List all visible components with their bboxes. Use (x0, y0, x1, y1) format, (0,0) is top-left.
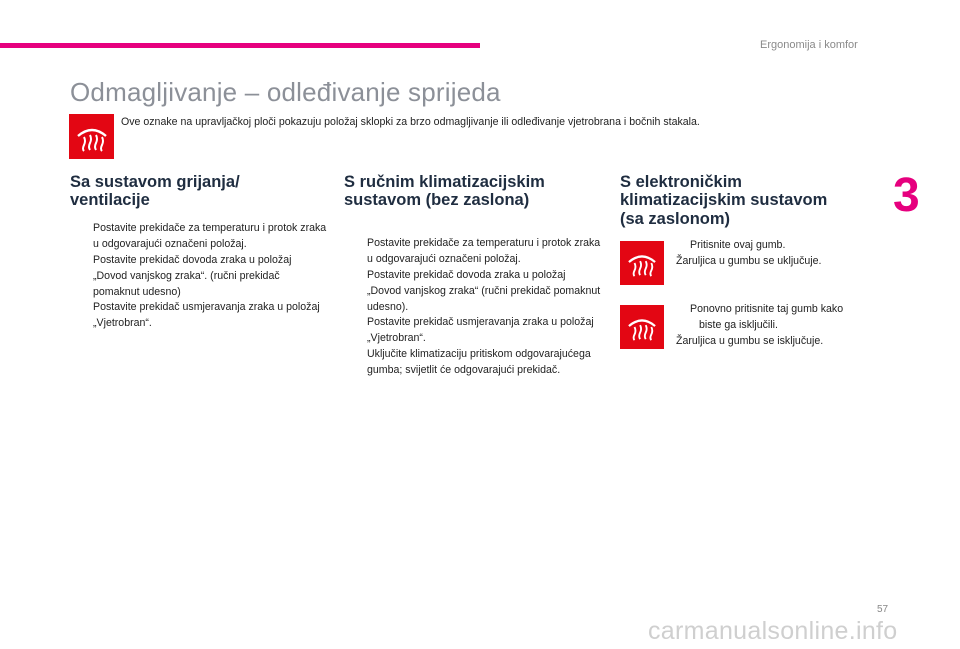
column-1-list (70, 221, 328, 332)
top-accent-bar (0, 43, 480, 48)
front-defrost-button-icon (620, 241, 664, 285)
watermark: carmanualsonline.info (648, 617, 898, 645)
step-1-text: Pritisnite ovaj gumb. (690, 239, 786, 251)
heading-line: klimatizacijskim sustavom (620, 191, 828, 210)
list-item-text: Postavite prekidač dovoda zraka u položaj „Dovod vanjskog zraka“ (ručni prekidač pomaknut udesno). (367, 268, 601, 313)
chapter-number: 3 (893, 169, 920, 222)
heading-line: S ručnim klimatizacijskim (344, 173, 545, 191)
list-item (70, 300, 328, 332)
page-title: Odmagljivanje – odleđivanje sprijeda (70, 77, 501, 107)
step-2-bullet (676, 302, 936, 318)
list-item (344, 315, 602, 347)
step-2-text: Ponovno pritisnite taj gumb kako (690, 303, 844, 315)
heading-line: Sa sustavom grijanja/ (70, 173, 240, 191)
front-defrost-icon (69, 114, 114, 159)
list-item-text: Postavite prekidač usmjeravanja zraka u položaj „Vjetrobran“. (93, 301, 320, 330)
step-2-note: Žaruljica u gumbu se isključuje. (676, 334, 824, 347)
step-1-note: Žaruljica u gumbu se uključuje. (676, 254, 822, 267)
heading-line: ventilacije (70, 191, 150, 210)
page-number: 57 (877, 604, 889, 615)
section-header: Ergonomija i komfor (760, 39, 858, 51)
step-2 (676, 302, 936, 350)
list-item-text: Postavite prekidače za temperaturu i protok zraka u odgovarajući označeni položaj. (93, 222, 327, 250)
column-3-heading (620, 173, 827, 228)
heading-line: S elektroničkim (620, 173, 742, 191)
heading-line: (sa zaslonom) (620, 209, 731, 228)
list-item (70, 253, 328, 301)
front-defrost-button-icon (620, 305, 664, 349)
list-item (344, 268, 602, 316)
heading-line: sustavom (bez zaslona) (344, 191, 530, 210)
list-item-text: Uključite klimatizaciju pritiskom odgovarajućega gumba; svijetlit će odgovarajući prekidač. (367, 348, 591, 377)
list-item (344, 347, 602, 379)
list-item-text: Postavite prekidače za temperaturu i protok zraka u odgovarajući označeni položaj. (367, 237, 601, 265)
column-2-heading (344, 173, 545, 210)
intro-text: Ove oznake na upravljačkoj ploči pokazuju položaj sklopki za brzo odmagljivanje ili odleđivanje vjetrobrana i bočnih stakala. (121, 116, 700, 128)
list-item (70, 221, 328, 253)
column-1-heading (70, 173, 240, 210)
list-item-text: Postavite prekidač usmjeravanja zraka u položaj „Vjetrobran“. (367, 316, 594, 345)
step-2-text-cont: biste ga isključili. (699, 318, 778, 331)
list-item-text: Postavite prekidač dovoda zraka u položaj „Dovod vanjskog zraka“. (ručni prekidač pomaknut udesno) (93, 253, 292, 298)
column-2-list (344, 236, 602, 379)
step-1-bullet (676, 238, 936, 254)
list-item (344, 236, 602, 268)
step-1 (676, 238, 936, 270)
